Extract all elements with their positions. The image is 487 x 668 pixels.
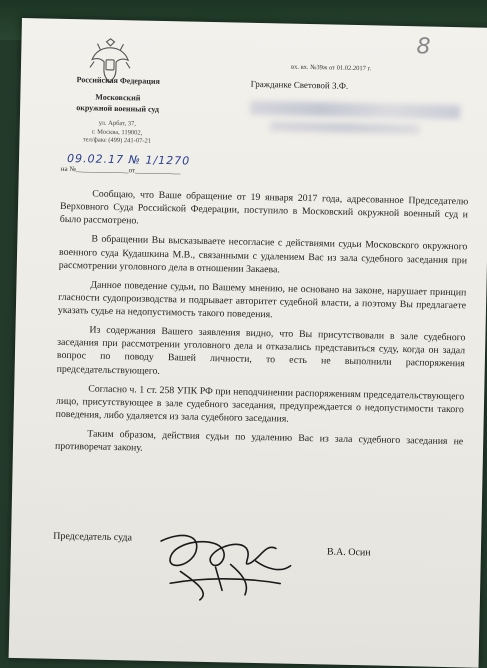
paragraph-5: Согласно ч. 1 ст. 258 УПК РФ при неподчинении распоряжениям председательствующего лицо, присутствующее в зале судебного заседания, предупреждается о недопустимости такого поведения, либо удаляется из зала судебного заседания. [55,383,465,425]
letter-page [9,18,487,668]
paragraph-6: Таким образом, действия судьи по удалению Вас из зала судебного заседания не противоречат закону. [54,428,464,454]
court-name-line2: окружной военный суд [76,102,160,114]
address-phone: тел/факс (499) 241-07-21 [82,136,152,145]
redacted-address-line2 [270,121,420,134]
incoming-registration: вх. вх. №39ж от 01.02.2017 г. [290,63,372,73]
address-city: г. Москва, 119002, [91,128,143,137]
redacted-address [250,101,460,119]
page-mark: 8 [416,34,431,60]
court-header [49,75,185,148]
handwritten-signature [140,511,302,604]
court-address [49,119,185,147]
address-street: ул. Арбат, 37, [98,120,136,128]
letter-body [55,187,469,468]
paragraph-2: В обращении Вы высказываете несогласие с действиями судьи Московского окружного военного суда Кудашкина М.В., связанными с удалением Вас из зала судебного заседания при рассмотрении уголовного дела в отношении Закаева. [58,233,468,276]
paragraph-1: Сообщаю, что Ваше обращение от 19 января 2017 года, адресованное Председателю Верховного Суда Российской Федерации, поступило в Московский окружной военный суд и было рассмотрено. [59,188,469,227]
addressee: Гражданке Световой З.Ф. [250,78,349,91]
court-name-line1: Московский [95,92,141,103]
country-name: Российская Федерация [76,75,160,86]
signatory-name: В.А. Осин [326,546,371,559]
reply-to-field: на №_______________от_____________ [60,164,181,176]
paragraph-4: Из содержания Вашего заявления видно, что Вы присутствовали в зале судебного заседания при рассмотрении уголовного дела и отказались представиться суду, когда он задал вопрос по поводу Вашей личности, то есть не выполнили распоряжения председательствующего. [56,324,466,377]
signatory-title: Председатель суда [53,530,133,544]
handwritten-outgoing-number: 09.02.17 № 1/1270 [66,151,191,168]
paragraph-3: Данное поведение судьи, по Вашему мнению, не основано на законе, нарушает принцип гласности судопроизводства и подрывает авторитет судебной власти, а поэтому Вы предлагаете указать судье на недопустимость такого поведения. [57,279,467,321]
